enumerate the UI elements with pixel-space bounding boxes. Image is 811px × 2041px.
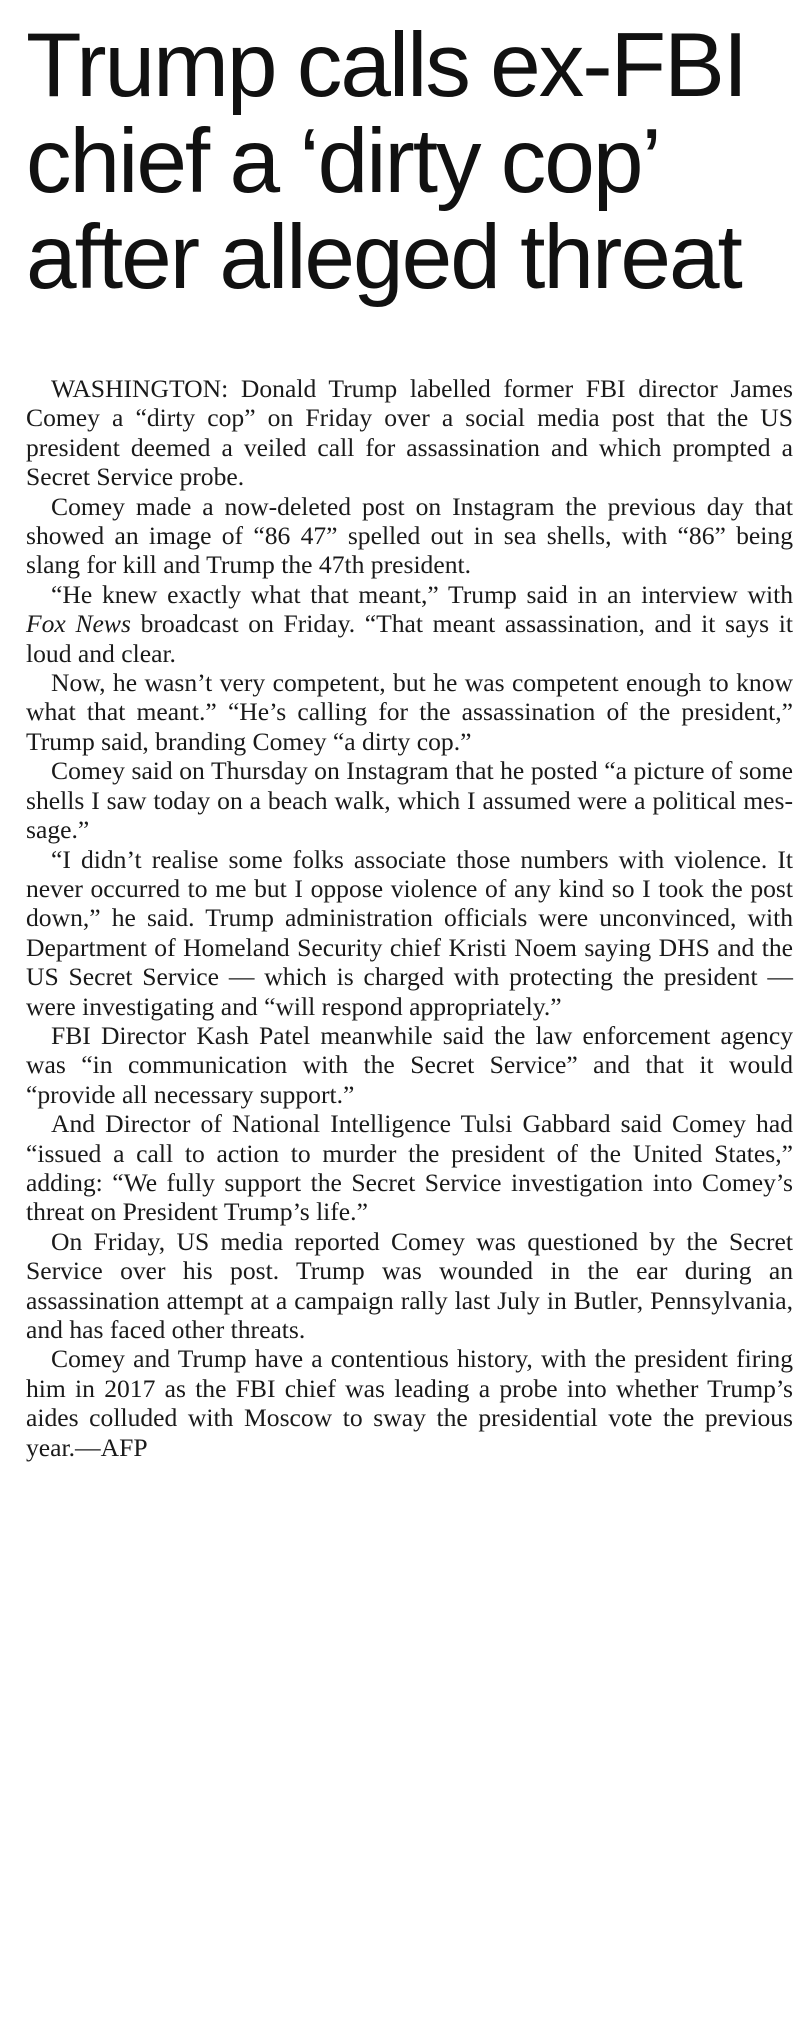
paragraph-8: And Director of National Intelligence Tulsi Gabbard said Comey had “issued a call to action to murder the president of the United States,” adding: “We fully support the Secret Service investigation into Comey’s threat on President Trump’s life.” xyxy=(26,1109,793,1227)
paragraph-3-text-after: broadcast on Friday. “That meant assassination, and it says it loud and clear. xyxy=(26,609,794,668)
article-body xyxy=(26,374,793,1462)
paragraph-3 xyxy=(26,580,793,668)
paragraph-3-text-before: “He knew exactly what that meant,” Trump said in an interview with xyxy=(51,579,793,609)
paragraph-2: Comey made a now-deleted post on Instagram the previous day that showed an image of “86 47” spelled out in sea shells, with “86” being slang for kill and Trump the 47th president. xyxy=(26,491,793,580)
paragraph-1: WASHINGTON: Donald Trump labelled former FBI director James Comey a “dirty cop” on Friday over a social media post that the US president deemed a veiled call for assassination and which prompted a Secret Service probe. xyxy=(26,374,793,492)
paragraph-10: Comey and Trump have a contentious history, with the president firing him in 2017 as the FBI chief was leading a probe into whether Trump’s aides colluded with Moscow to sway the presidential vote the previous year.—AFP xyxy=(26,1344,793,1462)
paragraph-4: Now, he wasn’t very competent, but he was competent enough to know what that meant.” “He’s calling for the assassination of the president,” Trump said, branding Comey “a dirty cop.” xyxy=(26,668,793,756)
article-headline: Trump calls ex-FBI chief a ‘dirty cop’ after alleged threat xyxy=(26,15,747,308)
fox-news-outlet-name: Fox News xyxy=(26,609,131,639)
paragraph-6: “I didn’t realise some folks associate those numbers with violence. It never occurred to me but I oppose violence of any kind so I took the post down,” he said. Trump administration officials were unconvinced, with Department of Homeland Security chief Kristi Noem saying DHS and the US Secret Service — which is charged with protecting the president — were investigating and “will respond appropriately.” xyxy=(26,844,793,1021)
paragraph-9: On Friday, US media reported Comey was questioned by the Secret Service over his post. Trump was wounded in the ear during an assassination attempt at a campaign rally last July in Butler, Pennsylvania, and has faced other threats. xyxy=(26,1226,793,1344)
paragraph-7: FBI Director Kash Patel meanwhile said the law enforcement agency was “in communication with the Secret Service” and that it would “provide all necessary support.” xyxy=(26,1020,793,1109)
paragraph-5: Comey said on Thursday on Instagram that he posted “a picture of some shells I saw today on a beach walk, which I assumed were a political message.” xyxy=(26,756,793,845)
